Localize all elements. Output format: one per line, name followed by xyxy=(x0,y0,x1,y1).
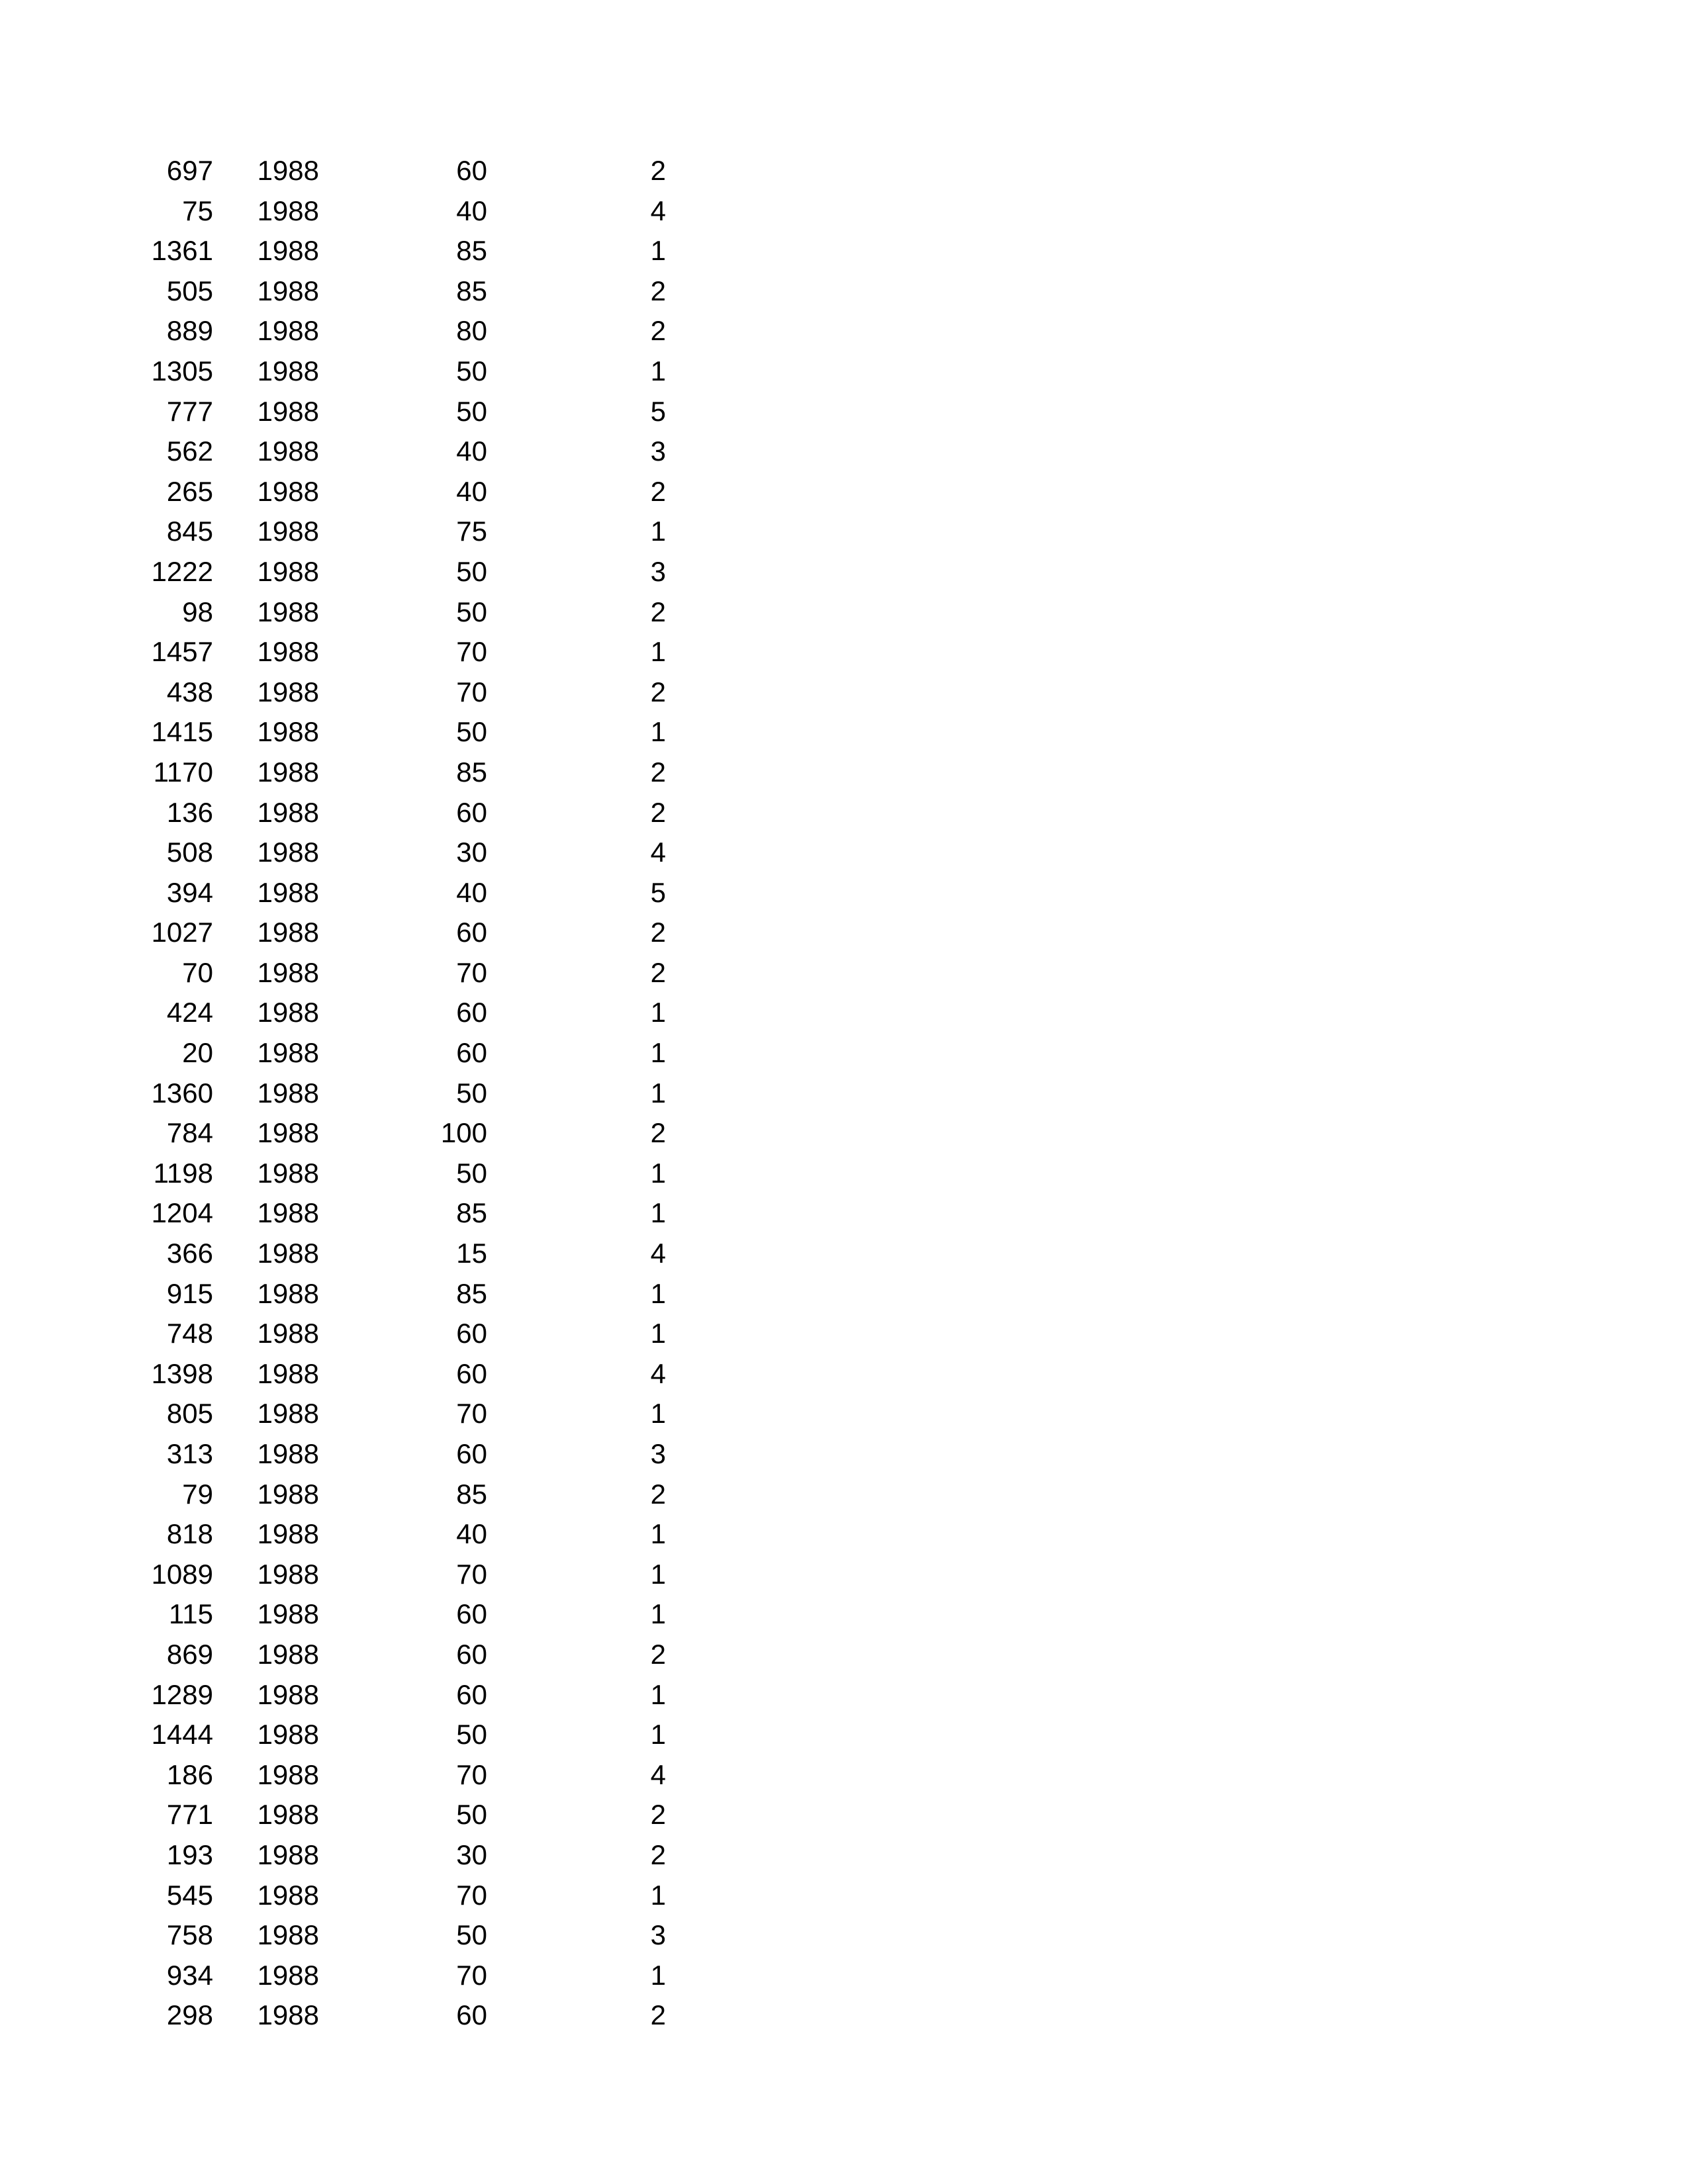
id-cell: 1170 xyxy=(153,756,213,788)
id-cell: 1457 xyxy=(151,636,213,668)
id-cell: 771 xyxy=(166,1799,213,1831)
year-cell: 1988 xyxy=(257,1318,319,1349)
id-cell: 505 xyxy=(166,275,213,306)
year-cell: 1988 xyxy=(257,1357,319,1389)
table-row xyxy=(0,712,728,752)
count-cell: 1 xyxy=(650,516,666,547)
count-cell: 1 xyxy=(650,1277,666,1309)
id-cell: 784 xyxy=(166,1117,213,1149)
id-cell: 186 xyxy=(166,1758,213,1790)
table-row xyxy=(0,1234,728,1274)
count-cell: 4 xyxy=(650,837,666,868)
id-cell: 777 xyxy=(166,395,213,427)
count-cell: 1 xyxy=(650,716,666,748)
year-cell: 1988 xyxy=(257,1117,319,1149)
year-cell: 1988 xyxy=(257,516,319,547)
count-cell: 2 xyxy=(650,1799,666,1831)
value-cell: 50 xyxy=(456,1719,487,1751)
table-row xyxy=(0,1274,728,1314)
value-cell: 60 xyxy=(456,796,487,828)
value-cell: 60 xyxy=(456,1318,487,1349)
id-cell: 934 xyxy=(166,1959,213,1991)
year-cell: 1988 xyxy=(257,1719,319,1751)
id-cell: 805 xyxy=(166,1398,213,1430)
value-cell: 40 xyxy=(456,195,487,226)
id-cell: 869 xyxy=(166,1638,213,1670)
table-row xyxy=(0,1434,728,1475)
year-cell: 1988 xyxy=(257,837,319,868)
count-cell: 4 xyxy=(650,1758,666,1790)
id-cell: 193 xyxy=(166,1839,213,1870)
year-cell: 1988 xyxy=(257,1839,319,1870)
id-cell: 115 xyxy=(169,1598,213,1630)
table-row xyxy=(0,793,728,833)
count-cell: 2 xyxy=(650,1117,666,1149)
table-row xyxy=(0,1475,728,1515)
count-cell: 1 xyxy=(650,1157,666,1189)
year-cell: 1988 xyxy=(257,1919,319,1951)
table-row xyxy=(0,1995,728,2036)
table-row xyxy=(0,752,728,793)
value-cell: 50 xyxy=(456,1799,487,1831)
table-row xyxy=(0,873,728,913)
table-row xyxy=(0,271,728,312)
value-cell: 70 xyxy=(456,1398,487,1430)
count-cell: 2 xyxy=(650,315,666,347)
year-cell: 1988 xyxy=(257,917,319,948)
id-cell: 1222 xyxy=(151,555,213,587)
value-cell: 75 xyxy=(456,516,487,547)
table-row xyxy=(0,1915,728,1956)
table-row xyxy=(0,1594,728,1635)
value-cell: 30 xyxy=(456,837,487,868)
count-cell: 4 xyxy=(650,1238,666,1269)
table-row xyxy=(0,1193,728,1234)
count-cell: 2 xyxy=(650,796,666,828)
year-cell: 1988 xyxy=(257,1037,319,1069)
table-row xyxy=(0,1876,728,1916)
count-cell: 2 xyxy=(650,756,666,788)
value-cell: 85 xyxy=(456,275,487,306)
id-cell: 75 xyxy=(182,195,213,226)
year-cell: 1988 xyxy=(257,596,319,627)
count-cell: 3 xyxy=(650,555,666,587)
table-row xyxy=(0,1314,728,1354)
id-cell: 1398 xyxy=(151,1357,213,1389)
id-cell: 1415 xyxy=(151,716,213,748)
table-row xyxy=(0,632,728,672)
value-cell: 50 xyxy=(456,355,487,387)
year-cell: 1988 xyxy=(257,876,319,908)
count-cell: 1 xyxy=(650,1197,666,1229)
value-cell: 70 xyxy=(456,956,487,988)
id-cell: 1204 xyxy=(151,1197,213,1229)
value-cell: 70 xyxy=(456,1879,487,1911)
table-row xyxy=(0,1835,728,1876)
value-cell: 85 xyxy=(456,1197,487,1229)
value-cell: 50 xyxy=(456,1077,487,1109)
table-row xyxy=(0,1795,728,1835)
year-cell: 1988 xyxy=(257,475,319,507)
table-row xyxy=(0,1073,728,1114)
count-cell: 2 xyxy=(650,596,666,627)
id-cell: 1444 xyxy=(151,1719,213,1751)
year-cell: 1988 xyxy=(257,395,319,427)
count-cell: 2 xyxy=(650,1638,666,1670)
count-cell: 2 xyxy=(650,275,666,306)
count-cell: 1 xyxy=(650,1959,666,1991)
year-cell: 1988 xyxy=(257,1758,319,1790)
id-cell: 394 xyxy=(166,876,213,908)
value-cell: 70 xyxy=(456,1959,487,1991)
value-cell: 50 xyxy=(456,1157,487,1189)
value-cell: 85 xyxy=(456,1277,487,1309)
table-row xyxy=(0,392,728,432)
id-cell: 1289 xyxy=(151,1678,213,1710)
value-cell: 70 xyxy=(456,676,487,707)
table-row xyxy=(0,1675,728,1715)
value-cell: 60 xyxy=(456,1638,487,1670)
year-cell: 1988 xyxy=(257,1238,319,1269)
count-cell: 1 xyxy=(650,235,666,267)
year-cell: 1988 xyxy=(257,1678,319,1710)
count-cell: 2 xyxy=(650,1478,666,1510)
year-cell: 1988 xyxy=(257,1478,319,1510)
value-cell: 40 xyxy=(456,435,487,467)
table-row xyxy=(0,953,728,993)
year-cell: 1988 xyxy=(257,1197,319,1229)
value-cell: 60 xyxy=(456,155,487,186)
year-cell: 1988 xyxy=(257,315,319,347)
count-cell: 1 xyxy=(650,1879,666,1911)
id-cell: 1198 xyxy=(153,1157,213,1189)
count-cell: 1 xyxy=(650,1398,666,1430)
count-cell: 3 xyxy=(650,1438,666,1469)
year-cell: 1988 xyxy=(257,1277,319,1309)
year-cell: 1988 xyxy=(257,1959,319,1991)
count-cell: 1 xyxy=(650,997,666,1028)
table-row xyxy=(0,913,728,953)
year-cell: 1988 xyxy=(257,1558,319,1590)
table-row xyxy=(0,1635,728,1675)
value-cell: 15 xyxy=(456,1238,487,1269)
data-table xyxy=(0,151,728,2036)
year-cell: 1988 xyxy=(257,716,319,748)
value-cell: 70 xyxy=(456,1758,487,1790)
year-cell: 1988 xyxy=(257,275,319,306)
year-cell: 1988 xyxy=(257,756,319,788)
value-cell: 50 xyxy=(456,555,487,587)
count-cell: 4 xyxy=(650,1357,666,1389)
value-cell: 60 xyxy=(456,1037,487,1069)
table-row xyxy=(0,151,728,191)
id-cell: 136 xyxy=(166,796,213,828)
table-row xyxy=(0,592,728,633)
table-row xyxy=(0,1394,728,1434)
count-cell: 1 xyxy=(650,636,666,668)
year-cell: 1988 xyxy=(257,355,319,387)
year-cell: 1988 xyxy=(257,796,319,828)
count-cell: 1 xyxy=(650,1598,666,1630)
count-cell: 1 xyxy=(650,1678,666,1710)
value-cell: 85 xyxy=(456,1478,487,1510)
value-cell: 50 xyxy=(456,716,487,748)
table-row xyxy=(0,472,728,512)
id-cell: 265 xyxy=(166,475,213,507)
value-cell: 85 xyxy=(456,235,487,267)
id-cell: 424 xyxy=(166,997,213,1028)
year-cell: 1988 xyxy=(257,997,319,1028)
value-cell: 60 xyxy=(456,917,487,948)
table-row xyxy=(0,1354,728,1394)
count-cell: 2 xyxy=(650,475,666,507)
year-cell: 1988 xyxy=(257,555,319,587)
value-cell: 70 xyxy=(456,636,487,668)
table-row xyxy=(0,311,728,351)
table-row xyxy=(0,1154,728,1194)
count-cell: 3 xyxy=(650,435,666,467)
id-cell: 818 xyxy=(166,1518,213,1550)
id-cell: 889 xyxy=(166,315,213,347)
id-cell: 20 xyxy=(182,1037,213,1069)
table-row xyxy=(0,1514,728,1555)
value-cell: 30 xyxy=(456,1839,487,1870)
id-cell: 545 xyxy=(166,1879,213,1911)
year-cell: 1988 xyxy=(257,676,319,707)
id-cell: 366 xyxy=(166,1238,213,1269)
value-cell: 70 xyxy=(456,1558,487,1590)
year-cell: 1988 xyxy=(257,1157,319,1189)
count-cell: 1 xyxy=(650,1719,666,1751)
year-cell: 1988 xyxy=(257,1879,319,1911)
id-cell: 298 xyxy=(166,1999,213,2031)
year-cell: 1988 xyxy=(257,435,319,467)
year-cell: 1988 xyxy=(257,1638,319,1670)
id-cell: 845 xyxy=(166,516,213,547)
count-cell: 1 xyxy=(650,1077,666,1109)
count-cell: 5 xyxy=(650,876,666,908)
table-row xyxy=(0,1113,728,1154)
count-cell: 4 xyxy=(650,195,666,226)
count-cell: 1 xyxy=(650,1037,666,1069)
table-row xyxy=(0,552,728,592)
value-cell: 40 xyxy=(456,876,487,908)
table-row xyxy=(0,191,728,232)
id-cell: 1361 xyxy=(151,235,213,267)
value-cell: 60 xyxy=(456,1999,487,2031)
value-cell: 60 xyxy=(456,1357,487,1389)
table-row xyxy=(0,1033,728,1073)
table-row xyxy=(0,432,728,472)
count-cell: 1 xyxy=(650,1558,666,1590)
id-cell: 1027 xyxy=(151,917,213,948)
count-cell: 5 xyxy=(650,395,666,427)
id-cell: 313 xyxy=(166,1438,213,1469)
value-cell: 100 xyxy=(440,1117,487,1149)
value-cell: 50 xyxy=(456,596,487,627)
year-cell: 1988 xyxy=(257,1999,319,2031)
id-cell: 758 xyxy=(166,1919,213,1951)
id-cell: 1305 xyxy=(151,355,213,387)
count-cell: 2 xyxy=(650,956,666,988)
table-row xyxy=(0,672,728,713)
id-cell: 98 xyxy=(182,596,213,627)
table-row xyxy=(0,351,728,392)
table-row xyxy=(0,512,728,552)
value-cell: 60 xyxy=(456,1678,487,1710)
value-cell: 50 xyxy=(456,395,487,427)
year-cell: 1988 xyxy=(257,956,319,988)
value-cell: 50 xyxy=(456,1919,487,1951)
year-cell: 1988 xyxy=(257,155,319,186)
year-cell: 1988 xyxy=(257,195,319,226)
value-cell: 60 xyxy=(456,1598,487,1630)
count-cell: 1 xyxy=(650,1518,666,1550)
year-cell: 1988 xyxy=(257,1438,319,1469)
id-cell: 697 xyxy=(166,155,213,186)
id-cell: 562 xyxy=(166,435,213,467)
id-cell: 1360 xyxy=(151,1077,213,1109)
id-cell: 438 xyxy=(166,676,213,707)
year-cell: 1988 xyxy=(257,1598,319,1630)
value-cell: 80 xyxy=(456,315,487,347)
value-cell: 60 xyxy=(456,997,487,1028)
count-cell: 2 xyxy=(650,917,666,948)
count-cell: 1 xyxy=(650,355,666,387)
id-cell: 915 xyxy=(166,1277,213,1309)
id-cell: 1089 xyxy=(151,1558,213,1590)
year-cell: 1988 xyxy=(257,1518,319,1550)
count-cell: 2 xyxy=(650,155,666,186)
table-row xyxy=(0,1755,728,1796)
id-cell: 508 xyxy=(166,837,213,868)
count-cell: 2 xyxy=(650,1839,666,1870)
value-cell: 85 xyxy=(456,756,487,788)
count-cell: 2 xyxy=(650,676,666,707)
count-cell: 3 xyxy=(650,1919,666,1951)
count-cell: 1 xyxy=(650,1318,666,1349)
table-row xyxy=(0,1555,728,1595)
year-cell: 1988 xyxy=(257,1077,319,1109)
count-cell: 2 xyxy=(650,1999,666,2031)
id-cell: 70 xyxy=(182,956,213,988)
value-cell: 60 xyxy=(456,1438,487,1469)
table-row xyxy=(0,993,728,1033)
value-cell: 40 xyxy=(456,475,487,507)
table-row xyxy=(0,1956,728,1996)
id-cell: 79 xyxy=(182,1478,213,1510)
table-row xyxy=(0,231,728,271)
table-row xyxy=(0,1715,728,1755)
value-cell: 40 xyxy=(456,1518,487,1550)
id-cell: 748 xyxy=(166,1318,213,1349)
year-cell: 1988 xyxy=(257,636,319,668)
year-cell: 1988 xyxy=(257,1398,319,1430)
year-cell: 1988 xyxy=(257,1799,319,1831)
year-cell: 1988 xyxy=(257,235,319,267)
table-row xyxy=(0,833,728,873)
